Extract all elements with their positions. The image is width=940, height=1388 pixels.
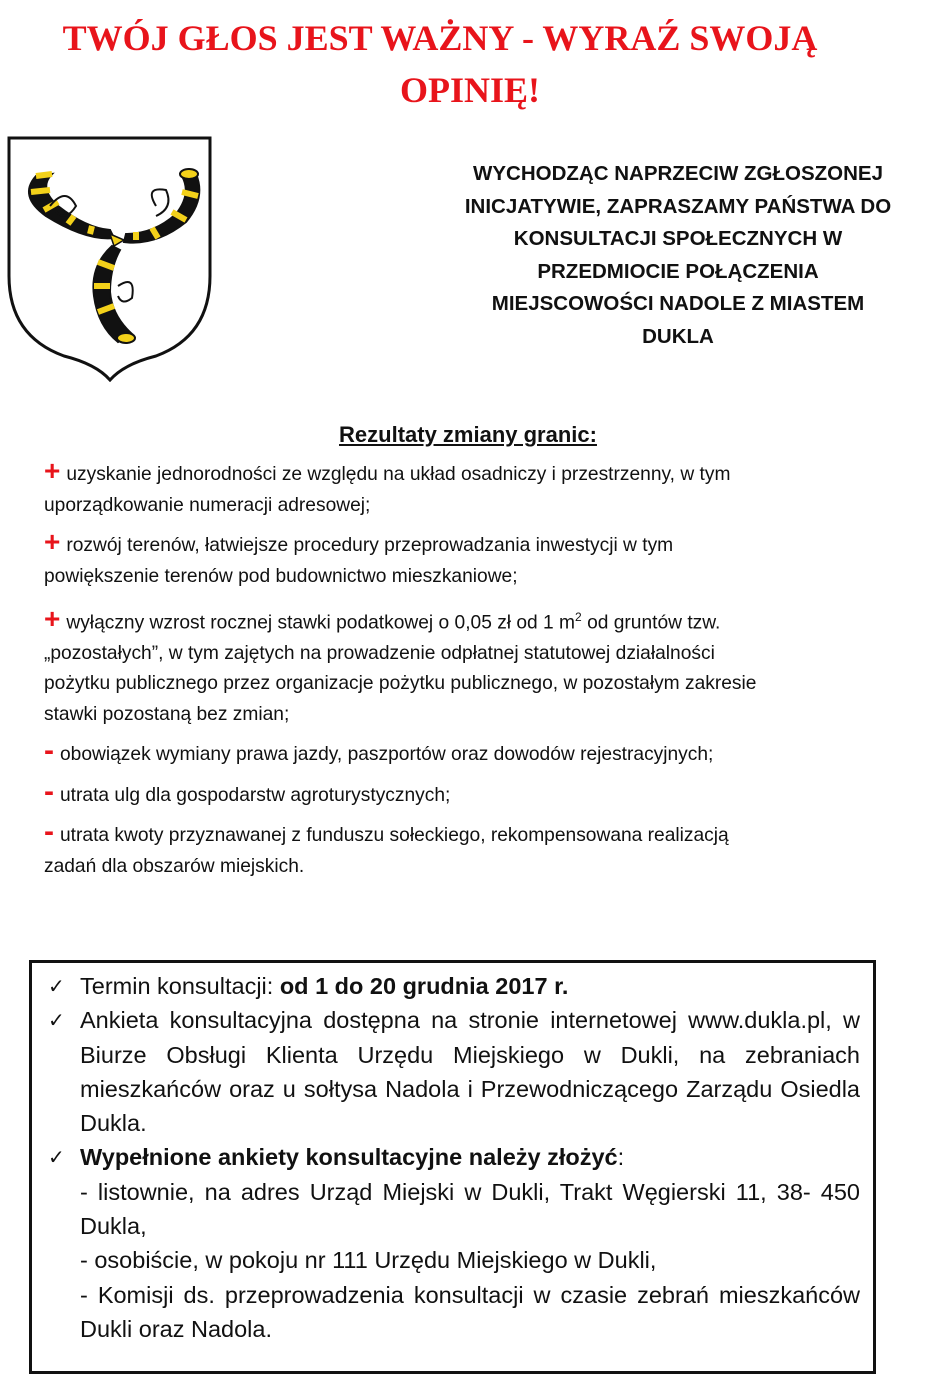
list-item [44,815,884,882]
minus-icon: - [44,734,54,768]
intro-text [418,158,938,353]
checkmark-icon: ✓ [48,974,65,998]
item-text: utrata kwoty przyznawanej z funduszu sołeckiego, rekompensowana realizacją [60,825,729,847]
info-box [29,960,876,1374]
item-text: stawki pozostaną bez zmian; [44,703,290,725]
results-list [44,455,884,892]
item-text: uporządkowanie numeracji adresowej; [44,494,371,516]
item-text: zadań dla obszarów miejskich. [44,855,305,877]
headline-line1: TWÓJ GŁOS JEST WAŻNY - WYRAŹ SWOJĄ [62,18,818,58]
list-item [44,602,884,730]
list-item [44,734,884,771]
plus-icon: + [44,526,61,557]
item-text: powiększenie terenów pod budownictwo mieszkaniowe; [44,565,518,587]
info-list [48,969,860,1346]
list-item [44,455,884,521]
submit-option: - Komisji ds. przeprowadzenia konsultacji w czasie zebrań mieszkańców Dukli oraz Nadola. [80,1281,860,1342]
item-text: utrata ulg dla gospodarstw agroturystycznych; [60,784,451,806]
item-text: obowiązek wymiany prawa jazdy, paszportów oraz dowodów rejestracyjnych; [60,744,714,766]
item-text: wyłączny wzrost rocznej stawki podatkowej o 0,05 zł od 1 m [66,612,576,634]
list-item [44,774,884,812]
intro-line: PRZEDMIOCIE POŁĄCZENIA [537,259,819,283]
plus-icon: + [44,455,61,486]
item-text: „pozostałych”, w tym zajętych na prowadzenie odpłatnej statutowej działalności [44,642,715,664]
info-item-survey [48,1003,860,1140]
info-item-term [48,969,860,1003]
intro-line: WYCHODZĄC NAPRZECIW ZGŁOSZONEJ [473,162,883,185]
headline-line2: OPINIĘ! [399,70,540,110]
minus-icon: - [44,815,54,849]
intro-line: INICJATYWIE, ZAPRASZAMY PAŃSTWA DO [464,194,892,218]
item-text: pożytku publicznego przez organizacje pożytku publicznego, w pozostałym zakresie [44,673,757,695]
item-text: uzyskanie jednorodności ze względu na układ osadniczy i przestrzenny, w tym [66,464,731,485]
checkmark-icon: ✓ [48,1145,65,1170]
plus-icon: + [44,603,61,635]
term-label: Termin konsultacji: [80,973,280,999]
list-item [44,526,884,592]
submit-colon: : [617,1144,625,1171]
submit-option: - osobiście, w pokoju nr 111 Urzędu Miejskiego w Dukli, [80,1247,657,1274]
checkmark-icon: ✓ [48,1008,65,1033]
minus-icon: - [44,774,54,808]
intro-line: DUKLA [642,324,714,348]
info-item-submit [48,1140,860,1346]
superscript: 2 [575,610,582,624]
item-text: rozwój terenów, łatwiejsze procedury przeprowadzania inwestycji w tym [66,535,674,556]
coat-of-arms-icon [6,136,214,382]
item-text: od gruntów tzw. [581,612,721,634]
intro-line: KONSULTACJI SPOŁECZNYCH W [513,227,843,250]
survey-text: Ankieta konsultacyjna dostępna na stronie internetowej www.dukla.pl, w Biurze Obsługi Klienta Urzędu Miejskiego w Dukli, na zebraniach mieszkańców oraz u sołtysa Nadola i Przewodniczącego Zarządu Osiedla Dukla. [80,1007,860,1137]
term-value: od 1 do 20 grudnia 2017 r. [279,973,569,999]
intro-line: MIEJSCOWOŚCI NADOLE Z MIASTEM [491,292,865,315]
results-title: Rezultaty zmiany granic: [339,422,597,447]
headline [0,12,880,116]
submit-label: Wypełnione ankiety konsultacyjne należy złożyć [80,1144,618,1171]
submit-option: - listownie, na adres Urząd Miejski w Dukli, Trakt Węgierski 11, 38- 450 Dukla, [80,1178,860,1240]
